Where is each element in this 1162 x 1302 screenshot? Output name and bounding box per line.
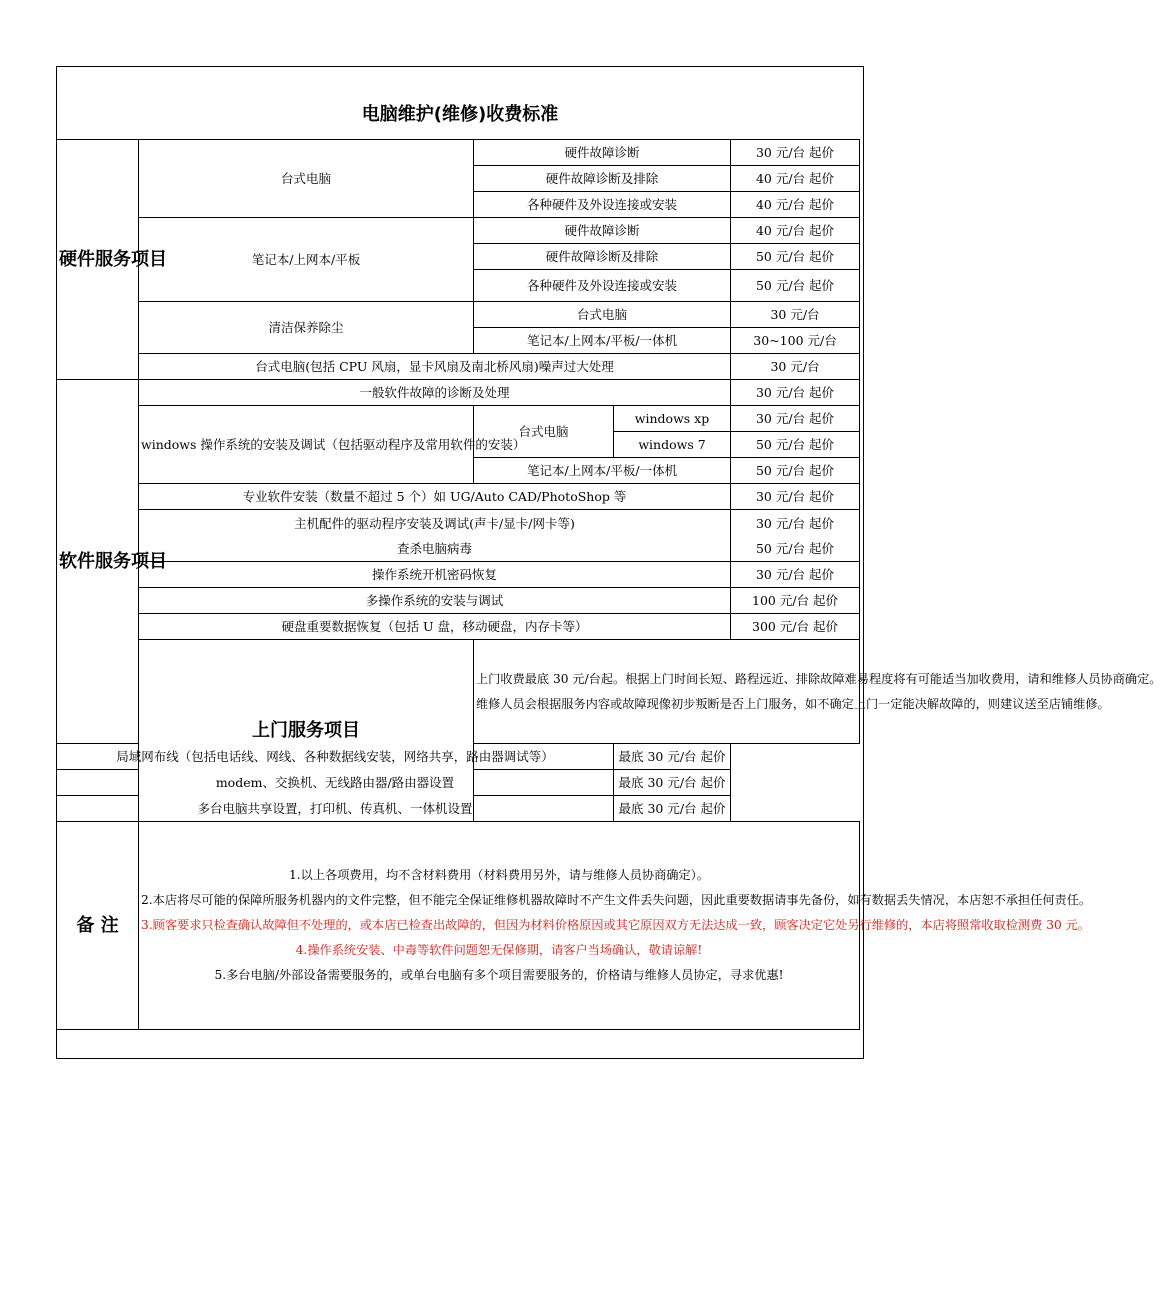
service-name: modem、交换机、无线路由器/路由器设置 [57, 770, 614, 796]
table-row [57, 302, 860, 328]
service-name: 笔记本/上网本/平板/一体机 [474, 458, 731, 484]
table-row [57, 796, 860, 822]
table-row [57, 822, 860, 1030]
table-row [57, 380, 860, 406]
table-row [57, 640, 860, 744]
page-title: 电脑维护(维修)收费标准 [361, 104, 559, 125]
service-price: 30 元/台 起价 [731, 484, 860, 510]
onsite-desc-1: 上门收费最底 30 元/台起。根据上门时间长短、路程远近、排除故障难易程度将有可能适当加收费用，请和维修人员协商确定。 [476, 671, 1162, 686]
service-name: 主机配件的驱动程序安装及调试(声卡/显卡/网卡等) [294, 515, 575, 531]
service-name-group [139, 510, 731, 562]
service-price: 50 元/台 起价 [731, 270, 860, 302]
service-name: 硬件故障诊断 [474, 218, 731, 244]
os-desktop-label: 台式电脑 [474, 406, 614, 458]
service-price: 50 元/台 起价 [755, 540, 835, 556]
table-row [57, 406, 860, 432]
onsite-description [474, 640, 1162, 744]
service-price: 30 元/台 [731, 354, 860, 380]
service-price: 30 元/台 起价 [731, 562, 860, 588]
service-price: 30~100 元/台 [731, 328, 860, 354]
category-notes: 备 注 [57, 822, 139, 1030]
table-row [57, 510, 860, 562]
category-onsite: 上门服务项目 [139, 640, 474, 822]
table-row [57, 218, 860, 244]
service-name: 专业软件安装（数量不超过 5 个）如 UG/Auto CAD/PhotoShop 等 [139, 484, 731, 510]
note-3: 3.顾客要求只检查确认故障但不处理的，或本店已检查出故障的，但因为材料价格原因或其它原因双方无法达成一致，顾客决定它处另行维修的，本店将照常收取检测费 30 元。 [141, 918, 1090, 932]
service-price: 30 元/台 起价 [731, 140, 860, 166]
hw-laptop-label: 笔记本/上网本/平板 [139, 218, 474, 302]
os-install-label: windows 操作系统的安装及调试（包括驱动程序及常用软件的安装） [139, 406, 474, 484]
category-hardware: 硬件服务项目 [57, 140, 139, 380]
service-price: 40 元/台 起价 [731, 218, 860, 244]
service-price: 30 元/台 起价 [755, 515, 835, 531]
service-name: 笔记本/上网本/平板/一体机 [474, 328, 731, 354]
service-name: 硬件故障诊断及排除 [474, 166, 731, 192]
table-row [57, 354, 860, 380]
service-price: 30 元/台 起价 [731, 380, 860, 406]
service-name: 查杀电脑病毒 [397, 540, 473, 556]
note-1: 1.以上各项费用，均不含材料费用（材料费用另外，请与维修人员协商确定）。 [289, 868, 709, 882]
service-price: 30 元/台 [731, 302, 860, 328]
hw-desktop-label: 台式电脑 [139, 140, 474, 218]
service-name: 局域网布线（包括电话线、网线、各种数据线安装，网络共享，路由器调试等） [57, 744, 614, 770]
category-software: 软件服务项目 [57, 380, 139, 744]
note-2: 2.本店将尽可能的保障所服务机器内的文件完整，但不能完全保证维修机器故障时不产生文件丢失问题，因此重要数据请事先备份，如有数据丢失情况，本店恕不承担任何责任。 [141, 893, 1092, 907]
service-name: 硬件故障诊断及排除 [474, 244, 731, 270]
service-name: 一般软件故障的诊断及处理 [139, 380, 731, 406]
service-name: 台式电脑(包括 CPU 风扇，显卡风扇及南北桥风扇)噪声过大处理 [139, 354, 731, 380]
service-price: 300 元/台 起价 [731, 614, 860, 640]
service-name: 硬件故障诊断 [474, 140, 731, 166]
table-row [57, 770, 860, 796]
notes-body [139, 822, 1092, 1030]
service-price: 100 元/台 起价 [731, 588, 860, 614]
table-row [57, 614, 860, 640]
service-name: 各种硬件及外设连接或安装 [474, 270, 731, 302]
table-row [57, 562, 860, 588]
service-name: 台式电脑 [474, 302, 731, 328]
table-row [57, 744, 860, 770]
price-table [56, 139, 1162, 1030]
service-price: 50 元/台 起价 [731, 244, 860, 270]
service-name: 硬盘重要数据恢复（包括 U 盘，移动硬盘，内存卡等） [139, 614, 731, 640]
note-5: 5.多台电脑/外部设备需要服务的，或单台电脑有多个项目需要服务的，价格请与维修人员协定，寻求优惠! [214, 968, 784, 982]
service-price: 30 元/台 起价 [731, 406, 860, 432]
service-name: windows 7 [614, 432, 731, 458]
service-name: 多台电脑共享设置，打印机、传真机、一体机设置 [57, 796, 614, 822]
service-price: 40 元/台 起价 [731, 192, 860, 218]
service-name: windows xp [614, 406, 731, 432]
note-4: 4.操作系统安装、中毒等软件问题恕无保修期，请客户当场确认，敬请谅解! [295, 943, 703, 957]
service-price: 最底 30 元/台 起价 [614, 744, 731, 770]
service-price: 最底 30 元/台 起价 [614, 796, 731, 822]
table-row [57, 140, 860, 166]
onsite-desc-2: 维修人员会根据服务内容或故障现像初步叛断是否上门服务，如不确定上门一定能决解故障的，则建议送至店铺维修。 [476, 696, 1110, 711]
service-name: 多操作系统的安装与调试 [139, 588, 731, 614]
table-row [57, 484, 860, 510]
service-name: 操作系统开机密码恢复 [139, 562, 731, 588]
service-price: 40 元/台 起价 [731, 166, 860, 192]
service-name: 各种硬件及外设连接或安装 [474, 192, 731, 218]
service-price: 50 元/台 起价 [731, 432, 860, 458]
service-price: 50 元/台 起价 [731, 458, 860, 484]
service-price: 最底 30 元/台 起价 [614, 770, 731, 796]
table-row [57, 588, 860, 614]
service-price-group [731, 510, 860, 562]
hw-cleaning-label: 清洁保养除尘 [139, 302, 474, 354]
